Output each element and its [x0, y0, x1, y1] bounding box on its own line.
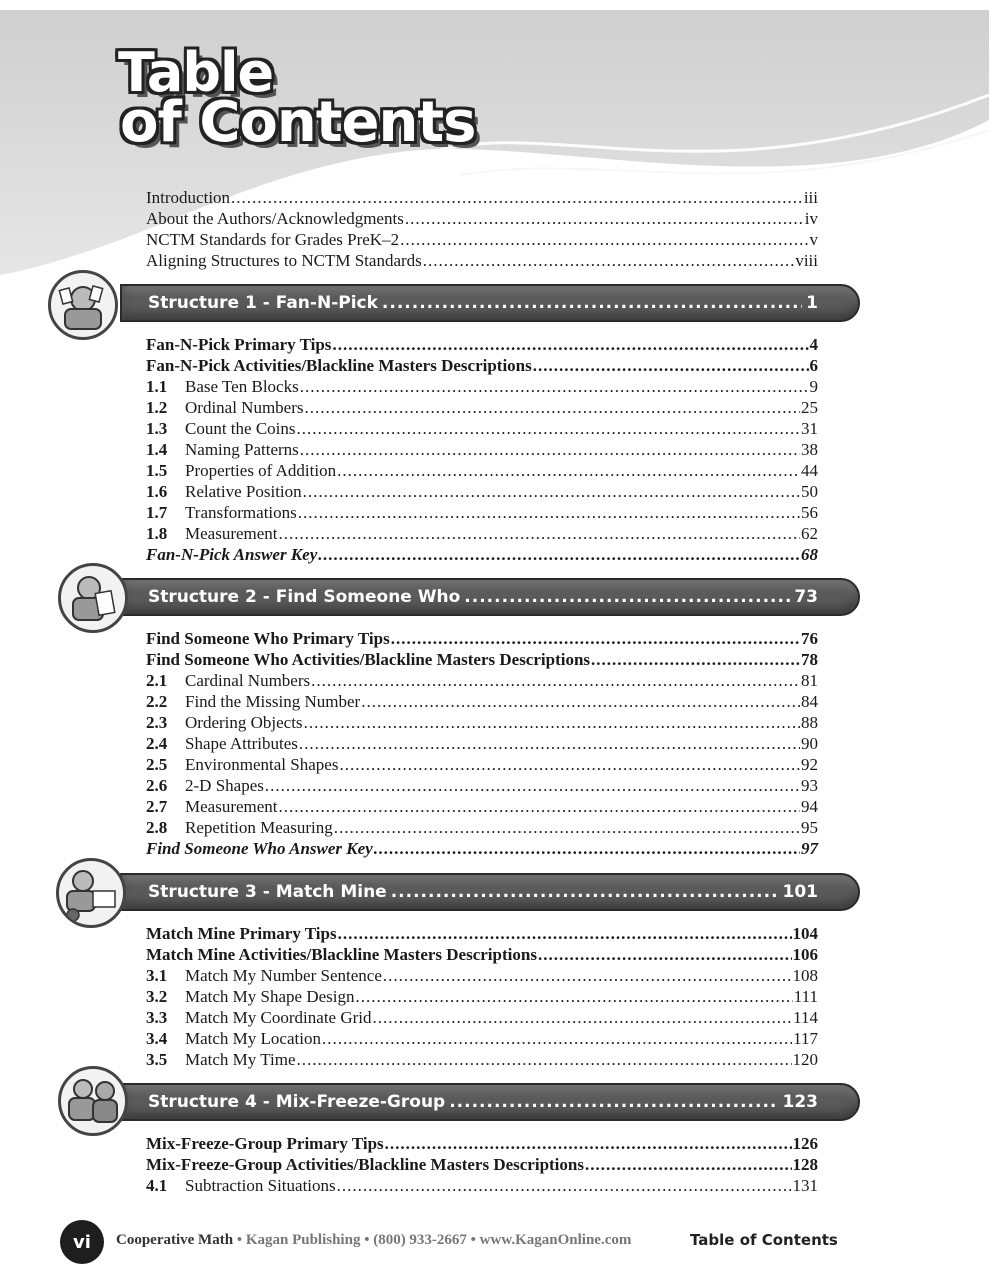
- structure-3-cartoon-icon: [56, 858, 126, 928]
- toc-entry-label: 2-D Shapes: [185, 776, 264, 795]
- toc-entry-label: About the Authors/Acknowledgments: [146, 209, 404, 228]
- toc-entry[interactable]: [146, 419, 818, 439]
- page-title: [118, 41, 476, 155]
- toc-entry-page: 25: [801, 398, 818, 417]
- toc-entry-label: Find the Missing Number: [185, 692, 361, 711]
- dot-leader: [374, 839, 800, 859]
- toc-entry-page: 31: [801, 419, 818, 438]
- toc-entry[interactable]: [146, 734, 818, 754]
- toc-entry-label: Match My Location: [185, 1029, 321, 1048]
- toc-entry[interactable]: [146, 692, 818, 712]
- dot-leader: [265, 776, 800, 796]
- toc-entry[interactable]: [146, 335, 818, 355]
- toc-entry-number: 1.2: [146, 398, 168, 417]
- structure-title: Structure 2 - Find Someone Who: [148, 587, 461, 607]
- toc-entry-number: 2.2: [146, 692, 168, 711]
- dot-leader: [311, 671, 800, 691]
- structure-title: Structure 3 - Match Mine: [148, 882, 387, 902]
- toc-entry-number: 1.1: [146, 377, 168, 396]
- toc-entry[interactable]: [146, 1134, 818, 1154]
- dot-leader: [400, 230, 808, 250]
- toc-entry-page: 6: [809, 356, 818, 375]
- toc-entry-page: 76: [801, 629, 818, 648]
- structure-3-banner[interactable]: [120, 873, 860, 911]
- toc-entry[interactable]: [146, 545, 818, 565]
- toc-entry[interactable]: [146, 398, 818, 418]
- toc-entry-number: 2.3: [146, 713, 168, 732]
- toc-entry-number: 2.8: [146, 818, 168, 837]
- toc-entry-number: 2.4: [146, 734, 168, 753]
- dot-leader: [538, 945, 792, 965]
- toc-entry[interactable]: [146, 966, 818, 986]
- toc-entry-number: 3.2: [146, 987, 168, 1006]
- toc-entry[interactable]: [146, 461, 818, 481]
- title-line-2: of Contents: [120, 90, 476, 155]
- toc-entry-page: 126: [792, 1134, 818, 1153]
- dot-leader: [405, 209, 804, 229]
- toc-entry-number: 2.6: [146, 776, 168, 795]
- dot-leader: [298, 503, 800, 523]
- toc-entry-page: 114: [793, 1008, 818, 1027]
- toc-entry-label: Fan-N-Pick Answer Key: [146, 545, 318, 564]
- dot-leader: [334, 818, 800, 838]
- toc-entry-label: Find Someone Who Activities/Blackline Masters Descriptions: [146, 650, 591, 669]
- toc-entry-label: Properties of Addition: [185, 461, 337, 480]
- toc-entry-label: Base Ten Blocks: [185, 377, 299, 396]
- toc-entry-label: Mix-Freeze-Group Activities/Blackline Masters Descriptions: [146, 1155, 584, 1174]
- toc-entry-label: Ordinal Numbers: [185, 398, 304, 417]
- toc-entry-label: Count the Coins: [185, 419, 296, 438]
- toc-entry-page: iv: [804, 209, 818, 228]
- toc-entry-label: NCTM Standards for Grades PreK–2: [146, 230, 400, 249]
- toc-entry[interactable]: [146, 945, 818, 965]
- dot-leader: [322, 1029, 792, 1049]
- toc-entry[interactable]: [146, 230, 818, 250]
- footer-section-name: Table of Contents: [690, 1231, 838, 1249]
- dot-leader: [297, 1050, 792, 1070]
- toc-entry[interactable]: [146, 524, 818, 544]
- dot-leader: [373, 1008, 793, 1028]
- dot-leader: [391, 882, 779, 902]
- structure-2-cartoon-icon: [58, 563, 128, 633]
- toc-entry-page: 88: [801, 713, 818, 732]
- toc-entry-page: 128: [792, 1155, 818, 1174]
- toc-entry[interactable]: [146, 924, 818, 944]
- dot-leader: [303, 482, 800, 502]
- toc-entry-number: 2.5: [146, 755, 168, 774]
- dot-leader: [332, 335, 808, 355]
- structure-title: Structure 1 - Fan-N-Pick: [148, 293, 378, 313]
- title-line-1: Table: [118, 41, 274, 104]
- dot-leader: [304, 713, 800, 733]
- dot-leader: [339, 755, 800, 775]
- toc-entry-label: Mix-Freeze-Group Primary Tips: [146, 1134, 384, 1153]
- toc-entry-label: Environmental Shapes: [185, 755, 339, 774]
- toc-entry[interactable]: [146, 818, 818, 838]
- structure-4-banner[interactable]: [120, 1083, 860, 1121]
- dot-leader: [361, 692, 800, 712]
- structure-page: 73: [794, 587, 818, 607]
- toc-entry-number: 1.3: [146, 419, 168, 438]
- toc-entry-number: 1.5: [146, 461, 168, 480]
- footer-publisher: [116, 1232, 631, 1249]
- toc-entry[interactable]: [146, 1155, 818, 1175]
- toc-entry-page: 104: [792, 924, 818, 943]
- toc-entry-page: 84: [801, 692, 818, 711]
- toc-entry-page: v: [809, 230, 818, 249]
- dot-leader: [337, 461, 800, 481]
- toc-entry-number: 3.4: [146, 1029, 168, 1048]
- toc-entry-page: 68: [801, 545, 818, 564]
- footer-book-title: Cooperative Math: [116, 1232, 234, 1248]
- dot-leader: [383, 966, 792, 986]
- toc-entry[interactable]: [146, 251, 818, 271]
- structure-page: 101: [782, 882, 818, 902]
- toc-entry-page: viii: [795, 251, 818, 270]
- toc-entry-label: Match Mine Activities/Blackline Masters Descriptions: [146, 945, 537, 964]
- dot-leader: [299, 734, 800, 754]
- dot-leader: [305, 398, 800, 418]
- toc-entry-page: 62: [801, 524, 818, 543]
- dot-leader: [279, 524, 800, 544]
- structure-1-cartoon-icon: [48, 270, 118, 340]
- structure-title: Structure 4 - Mix-Freeze-Group: [148, 1092, 446, 1112]
- toc-entry-label: Measurement: [185, 797, 278, 816]
- toc-entry-number: 1.7: [146, 503, 168, 522]
- toc-entry-label: Ordering Objects: [185, 713, 303, 732]
- toc-entry-page: 38: [801, 440, 818, 459]
- toc-entry[interactable]: [146, 1029, 818, 1049]
- toc-entry-page: iii: [803, 188, 818, 207]
- dot-leader: [297, 419, 800, 439]
- toc-entry-number: 3.3: [146, 1008, 168, 1027]
- toc-entry-page: 44: [801, 461, 818, 480]
- toc-entry-page: 56: [801, 503, 818, 522]
- toc-entry-page: 106: [792, 945, 818, 964]
- toc-entry-page: 111: [793, 987, 818, 1006]
- toc-entry[interactable]: [146, 440, 818, 460]
- dot-leader: [338, 924, 792, 944]
- dot-leader: [231, 188, 803, 208]
- toc-entry-number: 2.1: [146, 671, 168, 690]
- toc-entry-number: 3.5: [146, 1050, 168, 1069]
- toc-entry[interactable]: [146, 776, 818, 796]
- dot-leader: [585, 1155, 792, 1175]
- toc-entry-page: 92: [801, 755, 818, 774]
- toc-entry-label: Match My Number Sentence: [185, 966, 382, 985]
- toc-entry-number: 4.1: [146, 1176, 168, 1195]
- toc-entry-label: Find Someone Who Primary Tips: [146, 629, 390, 648]
- toc-entry-label: Shape Attributes: [185, 734, 298, 753]
- toc-entry-page: 108: [792, 966, 818, 985]
- toc-entry-label: Cardinal Numbers: [185, 671, 311, 690]
- toc-entry-number: 3.1: [146, 966, 168, 985]
- toc-entry-page: 81: [801, 671, 818, 690]
- dot-leader: [385, 1134, 792, 1154]
- toc-entry-number: 1.8: [146, 524, 168, 543]
- toc-entry[interactable]: [146, 1176, 818, 1196]
- toc-entry-label: Introduction: [146, 188, 231, 207]
- toc-entry-label: Subtraction Situations: [185, 1176, 336, 1195]
- toc-entry-page: 78: [801, 650, 818, 669]
- structure-2-banner[interactable]: [120, 578, 860, 616]
- toc-entry[interactable]: [146, 650, 818, 670]
- toc-entry-number: 1.4: [146, 440, 168, 459]
- toc-entry-label: Measurement: [185, 524, 278, 543]
- toc-entry[interactable]: [146, 209, 818, 229]
- toc-entry[interactable]: [146, 987, 818, 1007]
- toc-entry[interactable]: [146, 1008, 818, 1028]
- structure-1-banner[interactable]: [120, 284, 860, 322]
- toc-entry-label: Repetition Measuring: [185, 818, 333, 837]
- dot-leader: [591, 650, 800, 670]
- dot-leader: [464, 587, 790, 607]
- toc-entry-label: Transformations: [185, 503, 297, 522]
- toc-entry[interactable]: [146, 356, 818, 376]
- toc-entry[interactable]: [146, 755, 818, 775]
- dot-leader: [279, 797, 800, 817]
- toc-entry-page: 93: [801, 776, 818, 795]
- toc-entry-page: 120: [792, 1050, 818, 1069]
- dot-leader: [391, 629, 800, 649]
- toc-entry[interactable]: [146, 713, 818, 733]
- toc-entry-number: 1.6: [146, 482, 168, 501]
- toc-entry-label: Match Mine Primary Tips: [146, 924, 337, 943]
- structure-page: 1: [806, 293, 818, 313]
- toc-entry-page: 90: [801, 734, 818, 753]
- dot-leader: [300, 377, 809, 397]
- toc-entry-page: 4: [809, 335, 818, 354]
- footer-page-number: vi: [60, 1220, 104, 1264]
- toc-entry[interactable]: [146, 188, 818, 208]
- toc-entry[interactable]: [146, 671, 818, 691]
- toc-entry-label: Match My Shape Design: [185, 987, 355, 1006]
- toc-entry-label: Naming Patterns: [185, 440, 299, 459]
- toc-entry[interactable]: [146, 797, 818, 817]
- dot-leader: [533, 356, 809, 376]
- dot-leader: [337, 1176, 792, 1196]
- toc-entry-label: Fan-N-Pick Activities/Blackline Masters Descriptions: [146, 356, 532, 375]
- toc-entry[interactable]: [146, 1050, 818, 1070]
- structure-4-cartoon-icon: [58, 1066, 128, 1136]
- toc-entry-page: 50: [801, 482, 818, 501]
- footer-publisher-info: • Kagan Publishing • (800) 933-2667 • www.KaganOnline.com: [233, 1232, 632, 1248]
- toc-entry-page: 97: [801, 839, 818, 858]
- toc-entry-label: Fan-N-Pick Primary Tips: [146, 335, 332, 354]
- toc-entry-page: 95: [801, 818, 818, 837]
- toc-entry-page: 131: [792, 1176, 818, 1195]
- toc-entry-page: 94: [801, 797, 818, 816]
- dot-leader: [382, 293, 802, 313]
- toc-entry[interactable]: [146, 482, 818, 502]
- toc-entry-number: 2.7: [146, 797, 168, 816]
- toc-entry[interactable]: [146, 629, 818, 649]
- dot-leader: [300, 440, 800, 460]
- toc-entry-label: Aligning Structures to NCTM Standards: [146, 251, 422, 270]
- dot-leader: [449, 1092, 778, 1112]
- dot-leader: [318, 545, 800, 565]
- toc-entry-label: Match My Time: [185, 1050, 296, 1069]
- toc-entry-page: 9: [809, 377, 818, 396]
- structure-page: 123: [782, 1092, 818, 1112]
- dot-leader: [423, 251, 795, 271]
- toc-entry-label: Relative Position: [185, 482, 302, 501]
- dot-leader: [356, 987, 793, 1007]
- toc-entry-label: Find Someone Who Answer Key: [146, 839, 373, 858]
- toc-entry-label: Match My Coordinate Grid: [185, 1008, 372, 1027]
- toc-entry[interactable]: [146, 503, 818, 523]
- toc-entry[interactable]: [146, 377, 818, 397]
- toc-entry-page: 117: [793, 1029, 818, 1048]
- toc-entry[interactable]: [146, 839, 818, 859]
